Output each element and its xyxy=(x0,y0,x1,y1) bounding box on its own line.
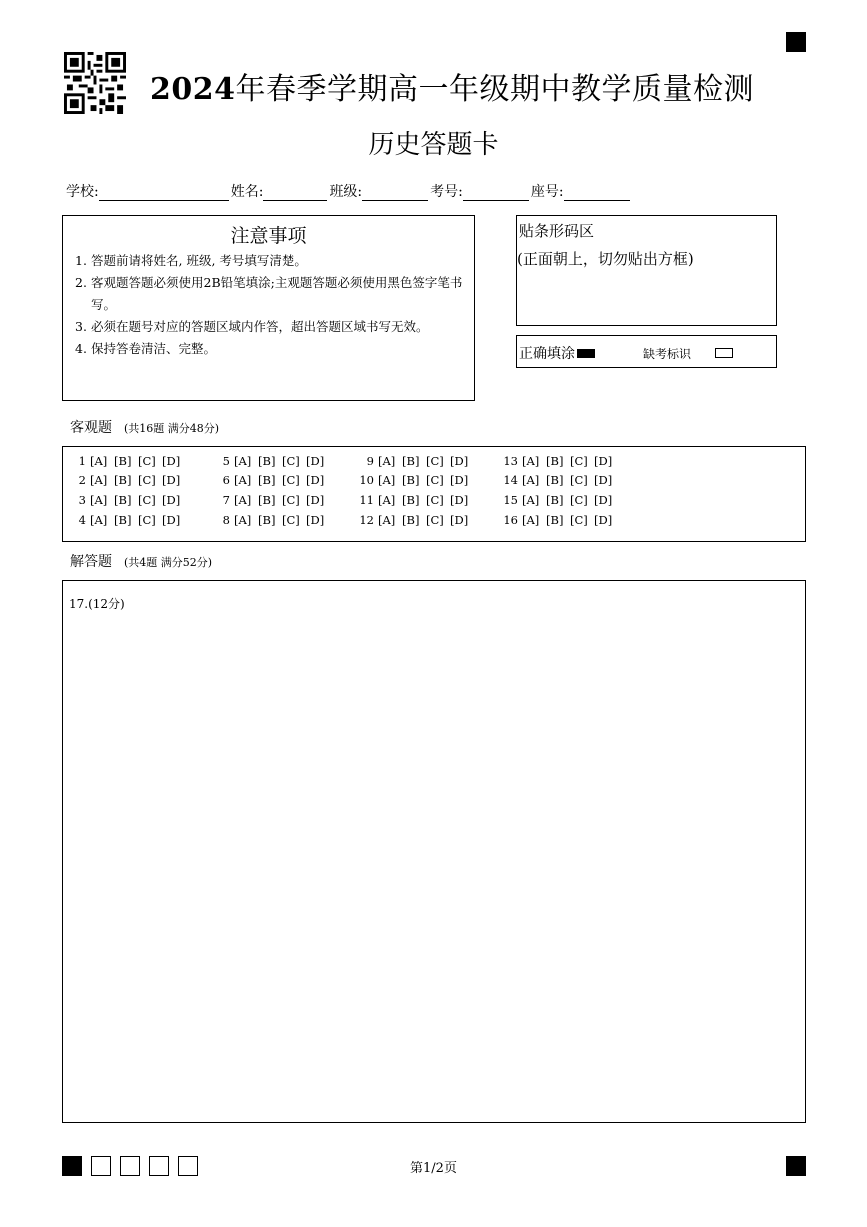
option-bubble[interactable]: [C] xyxy=(282,473,300,487)
question-number: 10 xyxy=(359,473,374,487)
option-bubble[interactable]: [D] xyxy=(594,513,613,527)
class-label: 班级: xyxy=(329,184,363,200)
notice-item xyxy=(75,272,470,316)
notice-item-number: 4. xyxy=(75,341,87,356)
subjective-label: 解答题 xyxy=(70,554,112,570)
option-bubble[interactable]: [C] xyxy=(138,454,156,468)
question-number: 12 xyxy=(359,513,374,527)
question-10-options xyxy=(356,473,474,487)
option-bubble[interactable]: [A] xyxy=(90,493,108,507)
notice-item-text: 答题前请将姓名, 班级, 考号填写清楚。 xyxy=(91,253,307,268)
question-14-options xyxy=(500,473,618,487)
option-bubble[interactable]: [B] xyxy=(402,493,420,507)
subjective-section-header xyxy=(70,551,212,571)
question-6-options xyxy=(212,473,330,487)
option-bubble[interactable]: [C] xyxy=(570,493,588,507)
exam-number-field[interactable] xyxy=(463,186,529,201)
question-16-options xyxy=(500,513,618,527)
objective-section-header xyxy=(70,417,219,437)
option-bubble[interactable]: [D] xyxy=(594,473,613,487)
option-bubble[interactable]: [C] xyxy=(426,493,444,507)
question-number: 15 xyxy=(503,493,518,507)
option-bubble[interactable]: [B] xyxy=(258,493,276,507)
question-8-options xyxy=(212,513,330,527)
exam-title xyxy=(150,64,754,108)
option-bubble[interactable]: [B] xyxy=(258,513,276,527)
correct-fill-label: 正确填涂 xyxy=(519,346,575,362)
question-number: 6 xyxy=(222,473,230,487)
option-bubble[interactable]: [D] xyxy=(162,513,181,527)
notice-item-text: 保持答卷清洁、完整。 xyxy=(91,341,217,356)
question-11-options xyxy=(356,493,474,507)
option-bubble[interactable]: [D] xyxy=(306,493,325,507)
school-field[interactable] xyxy=(99,186,229,201)
question-number: 16 xyxy=(503,513,518,527)
option-bubble[interactable]: [D] xyxy=(594,454,613,468)
question-number: 11 xyxy=(359,493,374,507)
option-bubble[interactable]: [C] xyxy=(138,473,156,487)
question-4-options xyxy=(68,513,186,527)
option-bubble[interactable]: [A] xyxy=(234,513,252,527)
option-bubble[interactable]: [A] xyxy=(522,473,540,487)
question-12-options xyxy=(356,513,474,527)
option-bubble[interactable]: [A] xyxy=(378,454,396,468)
page-number: 第1/2页 xyxy=(410,1161,457,1176)
name-label: 姓名: xyxy=(230,184,264,200)
notice-item-number: 1. xyxy=(75,253,87,268)
option-bubble[interactable]: [B] xyxy=(546,454,564,468)
option-bubble[interactable]: [B] xyxy=(114,513,132,527)
seat-number-field[interactable] xyxy=(564,186,630,201)
option-bubble[interactable]: [B] xyxy=(258,473,276,487)
question-13-options xyxy=(500,454,618,468)
option-bubble[interactable]: [C] xyxy=(570,454,588,468)
notice-item xyxy=(75,338,470,360)
question-number: 7 xyxy=(222,493,230,507)
option-bubble[interactable]: [A] xyxy=(378,473,396,487)
option-bubble[interactable]: [A] xyxy=(234,454,252,468)
student-info-row xyxy=(66,181,632,201)
name-field[interactable] xyxy=(263,186,327,201)
option-bubble[interactable]: [B] xyxy=(114,454,132,468)
option-bubble[interactable]: [D] xyxy=(306,454,325,468)
question-number: 3 xyxy=(78,493,86,507)
question-7-options xyxy=(212,493,330,507)
exam-subtitle: 历史答题卡 xyxy=(368,130,499,160)
option-bubble[interactable]: [C] xyxy=(426,454,444,468)
option-bubble[interactable]: [A] xyxy=(522,493,540,507)
question-number: 9 xyxy=(366,454,374,468)
option-bubble[interactable]: [C] xyxy=(282,493,300,507)
filled-mark-icon xyxy=(577,349,595,358)
notice-item-text: 客观题答题必须使用2B铅笔填涂;主观题答题必须使用黑色签字笔书写。 xyxy=(91,275,463,312)
notice-item xyxy=(75,316,470,338)
seat-number-label: 座号: xyxy=(530,184,564,200)
option-bubble[interactable]: [C] xyxy=(138,493,156,507)
question-15-options xyxy=(500,493,618,507)
option-bubble[interactable]: [A] xyxy=(522,454,540,468)
option-bubble[interactable]: [A] xyxy=(378,493,396,507)
option-bubble[interactable]: [C] xyxy=(570,473,588,487)
question-17-label: 17.(12分) xyxy=(69,597,125,611)
option-bubble[interactable]: [B] xyxy=(402,513,420,527)
option-bubble[interactable]: [D] xyxy=(450,454,469,468)
fill-legend-row xyxy=(519,343,733,363)
corner-marker-top-right xyxy=(786,32,806,52)
option-bubble[interactable]: [B] xyxy=(402,473,420,487)
question-1-options xyxy=(68,454,186,468)
notice-item-number: 3. xyxy=(75,319,87,334)
option-bubble[interactable]: [D] xyxy=(306,513,325,527)
notice-title: 注意事项 xyxy=(230,225,307,247)
option-bubble[interactable]: [A] xyxy=(90,513,108,527)
option-bubble[interactable]: [D] xyxy=(162,473,181,487)
exam-title-text: 年春季学期高一年级期中教学质量检测 xyxy=(235,72,754,107)
question-3-options xyxy=(68,493,186,507)
option-bubble[interactable]: [C] xyxy=(282,454,300,468)
qr-code-icon xyxy=(64,52,126,114)
exam-number-label: 考号: xyxy=(430,184,463,200)
barcode-area xyxy=(516,215,777,326)
option-bubble[interactable]: [B] xyxy=(546,493,564,507)
notice-box xyxy=(62,215,475,401)
option-bubble[interactable]: [B] xyxy=(402,454,420,468)
option-bubble[interactable]: [D] xyxy=(450,493,469,507)
barcode-subtitle: (正面朝上，切勿贴出方框) xyxy=(517,250,694,268)
option-bubble[interactable]: [B] xyxy=(258,454,276,468)
school-label: 学校: xyxy=(66,184,99,200)
class-field[interactable] xyxy=(362,186,428,201)
notice-list xyxy=(75,250,470,360)
notice-item-text: 必须在题号对应的答题区域内作答，超出答题区域书写无效。 xyxy=(91,319,429,334)
option-bubble[interactable]: [D] xyxy=(594,493,613,507)
option-bubble[interactable]: [A] xyxy=(234,493,252,507)
option-bubble[interactable]: [A] xyxy=(234,473,252,487)
option-bubble[interactable]: [D] xyxy=(162,493,181,507)
answer-area-17[interactable] xyxy=(62,580,806,1123)
option-bubble[interactable]: [C] xyxy=(282,513,300,527)
question-5-options xyxy=(212,454,330,468)
notice-item xyxy=(75,250,470,272)
objective-label: 客观题 xyxy=(70,420,112,436)
option-bubble[interactable]: [C] xyxy=(570,513,588,527)
question-number: 13 xyxy=(503,454,518,468)
question-number: 2 xyxy=(78,473,86,487)
option-bubble[interactable]: [B] xyxy=(546,513,564,527)
absent-label: 缺考标识 xyxy=(643,346,692,361)
subjective-note: (共4题 满分52分) xyxy=(124,556,213,569)
question-number: 8 xyxy=(222,513,230,527)
option-bubble[interactable]: [A] xyxy=(90,454,108,468)
barcode-title: 贴条形码区 xyxy=(519,222,595,240)
option-bubble[interactable]: [B] xyxy=(114,493,132,507)
objective-note: (共16题 满分48分) xyxy=(124,422,220,435)
question-number: 5 xyxy=(222,454,230,468)
exam-year: 2024 xyxy=(150,72,236,107)
option-bubble[interactable]: [D] xyxy=(450,513,469,527)
fill-legend xyxy=(516,335,777,368)
option-bubble[interactable]: [D] xyxy=(306,473,325,487)
option-bubble[interactable]: [A] xyxy=(378,513,396,527)
option-bubble[interactable]: [D] xyxy=(162,454,181,468)
option-bubble[interactable]: [C] xyxy=(426,513,444,527)
question-9-options xyxy=(356,454,474,468)
option-bubble[interactable]: [C] xyxy=(138,513,156,527)
option-bubble[interactable]: [B] xyxy=(546,473,564,487)
question-number: 4 xyxy=(78,513,86,527)
question-2-options xyxy=(68,473,186,487)
option-bubble[interactable]: [A] xyxy=(522,513,540,527)
option-bubble[interactable]: [C] xyxy=(426,473,444,487)
question-number: 14 xyxy=(503,473,518,487)
notice-item-number: 2. xyxy=(75,275,87,290)
option-bubble[interactable]: [A] xyxy=(90,473,108,487)
option-bubble[interactable]: [B] xyxy=(114,473,132,487)
option-bubble[interactable]: [D] xyxy=(450,473,469,487)
question-number: 1 xyxy=(78,454,86,468)
absent-mark-box[interactable] xyxy=(715,348,733,358)
